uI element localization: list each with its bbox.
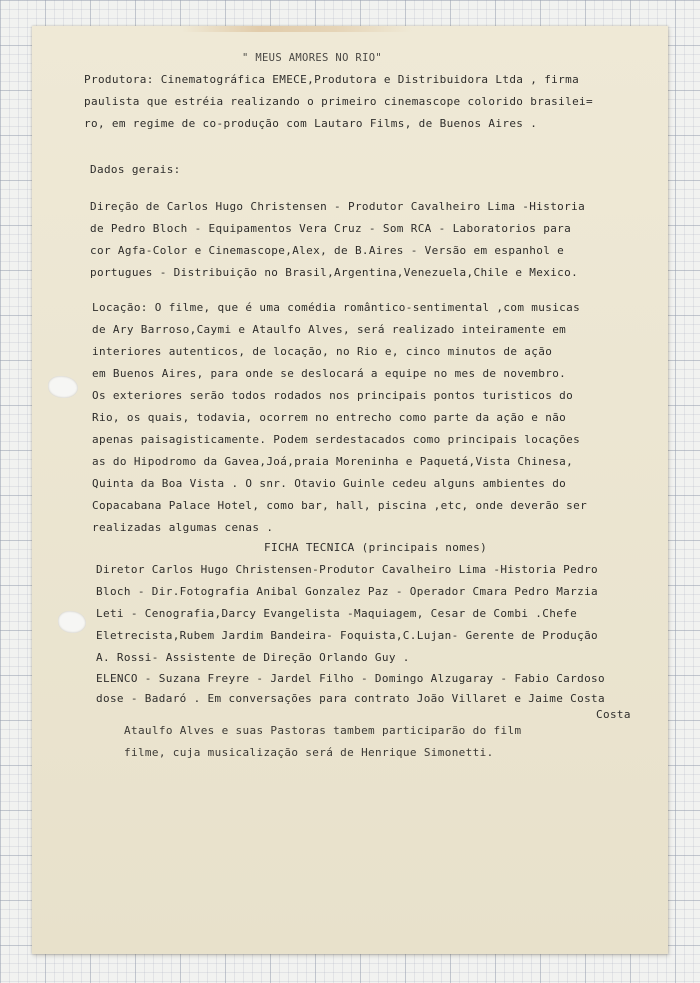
tech-heading: FICHA TECNICA (principais nomes) [264, 541, 488, 554]
intro-line-3: ro, em regime de co-produção com Lautaro Films, de Buenos Aires . [84, 117, 538, 130]
tech-line-5: A. Rossi- Assistente de Direção Orlando Guy . [96, 651, 410, 664]
general-line-4: portugues - Distribuição no Brasil,Argentina,Venezuela,Chile e Mexico. [90, 266, 579, 279]
intro-line-2: paulista que estréia realizando o primeiro cinemascope colorido brasilei= [84, 95, 593, 108]
tech-line-4: Eletrecista,Rubem Jardim Bandeira- Foquista,C.Lujan- Gerente de Produção [96, 629, 599, 642]
location-line-3: interiores autenticos, de locação, no Rio e, cinco minutos de ação [92, 345, 553, 358]
general-line-3: cor Agfa-Color e Cinemascope,Alex, de B.Aires - Versão em espanhol e [90, 244, 565, 257]
location-line-4: em Buenos Aires, para onde se deslocará a equipe no mes de novembro. [92, 367, 567, 380]
general-heading: Dados gerais: [90, 163, 181, 176]
document-title: " MEUS AMORES NO RIO" [242, 52, 383, 64]
location-line-10: Copacabana Palace Hotel, como bar, hall, piscina ,etc, onde deverão ser [92, 499, 588, 512]
typewritten-page [32, 26, 668, 954]
torn-hole-bottom [58, 611, 86, 633]
cast-line-1: ELENCO - Suzana Freyre - Jardel Filho - Domingo Alzugaray - Fabio Cardoso [96, 672, 605, 685]
location-line-6: Rio, os quais, todavia, ocorrem no entrecho como parte da ação e não [92, 411, 567, 424]
tech-line-3: Leti - Cenografia,Darcy Evangelista -Maquiagem, Cesar de Combi .Chefe [96, 607, 578, 620]
closing-line-1: Ataulfo Alves e suas Pastoras tambem participarão do film [124, 724, 522, 737]
location-line-11: realizadas algumas cenas . [92, 521, 274, 534]
tech-line-1: Diretor Carlos Hugo Christensen-Produtor Cavalheiro Lima -Historia Pedro [96, 563, 599, 576]
general-line-1: Direção de Carlos Hugo Christensen - Produtor Cavalheiro Lima -Historia [90, 200, 586, 213]
location-line-5: Os exteriores serão todos rodados nos principais pontos turisticos do [92, 389, 574, 402]
closing-line-2: filme, cuja musicalização será de Henrique Simonetti. [124, 746, 494, 759]
torn-hole-top [48, 376, 78, 398]
location-line-9: Quinta da Boa Vista . O snr. Otavio Guinle cedeu alguns ambientes do [92, 477, 567, 490]
tech-line-2: Bloch - Dir.Fotografia Anibal Gonzalez Paz - Operador Cmara Pedro Marzia [96, 585, 599, 598]
general-line-2: de Pedro Bloch - Equipamentos Vera Cruz - Som RCA - Laboratorios para [90, 222, 572, 235]
location-line-2: de Ary Barroso,Caymi e Ataulfo Alves, será realizado inteiramente em [92, 323, 567, 336]
tape-stain [182, 26, 412, 32]
location-line-7: apenas paisagisticamente. Podem serdestacados como principais locações [92, 433, 581, 446]
location-line-1: Locação: O filme, que é uma comédia romântico-sentimental ,com musicas [92, 301, 581, 314]
cast-line-2: dose - Badaró . Em conversações para contrato João Villaret e Jaime Costa [96, 692, 605, 705]
cast-line-3: Costa [596, 708, 631, 721]
location-line-8: as do Hipodromo da Gavea,Joá,praia Moreninha e Paquetá,Vista Chinesa, [92, 455, 574, 468]
intro-line-1: Produtora: Cinematográfica EMECE,Produtora e Distribuidora Ltda , firma [84, 73, 580, 86]
